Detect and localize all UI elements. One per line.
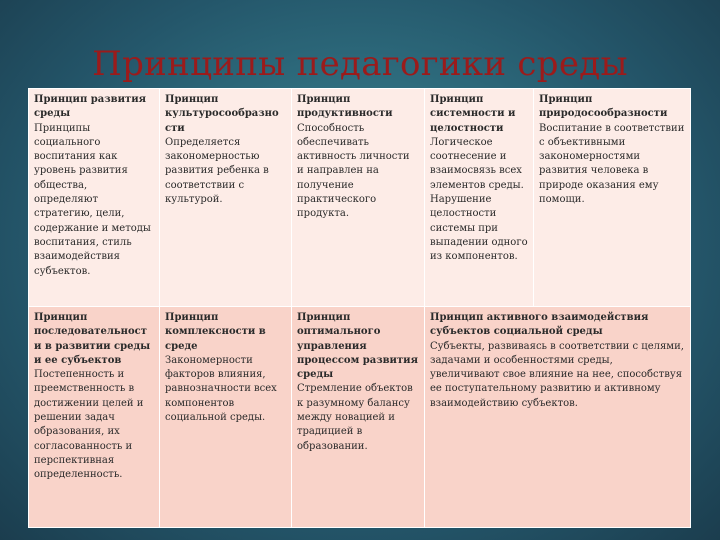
cell-text: Закономерности факторов влияния, равнозначности всех компонентов социальной среды. [165,354,277,424]
table-cell [534,89,691,307]
cell-heading: Принцип последовательност и в развитии среды и ее субъектов [34,312,151,366]
table-cell [292,307,425,528]
principles-table-container [28,88,690,528]
cell-heading: Принцип комплексности в среде [165,312,266,352]
cell-text: Способность обеспечивать активность личности и направлен на получение практического продукта. [297,122,410,220]
principles-table [28,88,691,528]
table-cell [29,89,160,307]
table-row [29,307,691,528]
cell-heading: Принцип культуросообразно сти [165,94,279,134]
cell-heading: Принцип развития среды [34,94,146,120]
cell-heading: Принцип оптимального управления процессом развития среды [297,312,418,381]
table-row [29,89,691,307]
cell-heading: Принцип природосообразности [539,94,668,120]
cell-heading: Принцип продуктивности [297,94,393,120]
cell-text: Принципы социального воспитания как уровень развития общества, определяют стратегию, цели, содержание и методы воспитания, стиль взаимодействия субъектов. [34,122,151,277]
cell-text: Субъекты, развиваясь в соответствии с целями, задачами и особенностями среды, увеличивают свое влияние на нее, способствуя ее поступательному развитию и активному взаимодействию субъектов. [430,340,684,409]
table-cell [160,307,292,528]
table-cell [425,89,534,307]
cell-text: Воспитание в соответствии с объективными закономерностями развития человека в природе оказания ему помощи. [539,122,685,206]
cell-text: Постепенность и преемственность в достижении целей и решении задач образования, их согласованность и перспективная определенность. [34,369,144,481]
cell-text: Логическое соотнесение и взаимосвязь всех элементов среды. Нарушение целостности системы при выпадении одного из компонентов. [430,136,528,263]
table-cell [292,89,425,307]
table-cell [160,89,292,307]
table-cell-wide [425,307,691,528]
cell-heading: Принцип системности и целостности [430,94,516,134]
table-cell [29,307,160,528]
slide-title: Принципы педагогики среды [92,44,628,84]
cell-heading: Принцип активного взаимодействия субъектов социальной среды [430,312,649,338]
cell-text: Определяется закономерностью развития ребенка в соответствии с культурой. [165,136,269,206]
cell-text: Стремление объектов к разумному балансу между новацией и традицией в образовании. [297,383,413,452]
